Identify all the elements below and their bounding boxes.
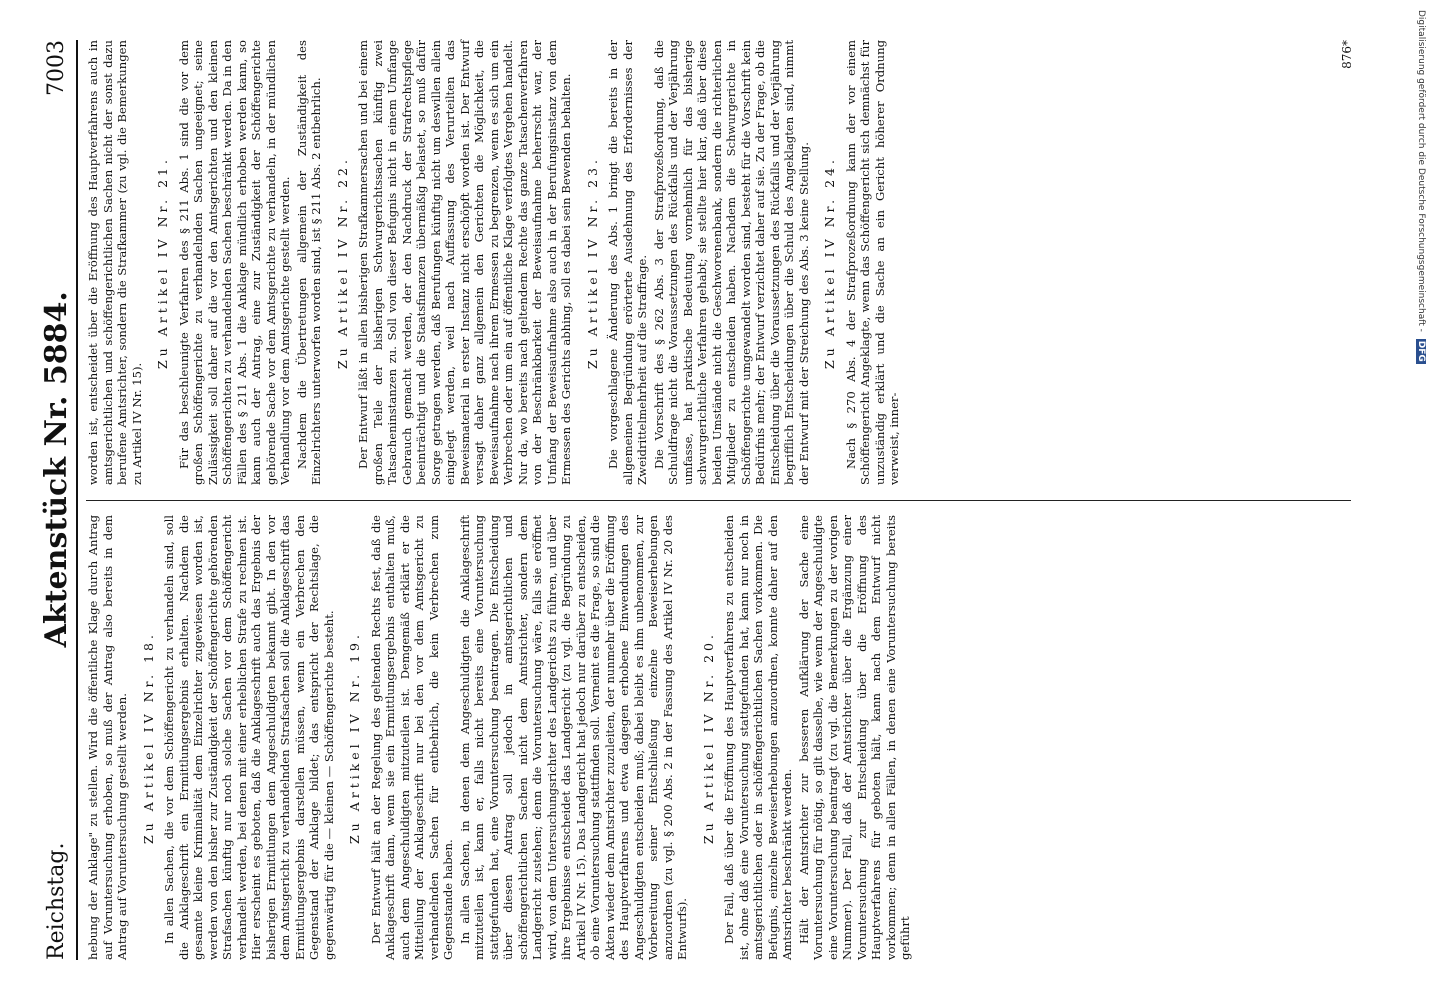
section-heading: Zu Artikel IV Nr. 22. <box>334 156 350 369</box>
paragraph: Die vorgeschlagene Änderung des Abs. 1 bringt die bereits in der allgemeinen Begründung erörterte Ausdehnung des Erfordernisses der Zweidrittelmehrheit auf die Straffrage. <box>606 40 649 485</box>
section-heading: Zu Artikel IV Nr. 18. <box>140 631 156 844</box>
header-left: Reichstag. <box>43 842 69 960</box>
header-title: Aktenstück Nr. 5884. <box>38 291 74 648</box>
paragraph: hebung der Anklage" zu stellen. Wird die öffentliche Klage durch Antrag auf Voruntersuchung erhoben, so muß der Antrag also bereits in dem Antrag auf Voruntersuchung gestellt werden. <box>86 515 129 960</box>
paragraph: In allen Sachen, die vor dem Schöffengericht zu verhandeln sind, soll die Anklageschrift ein Ermittlungsergebnis erhalten. Nachdem die gesamte kleine Kriminalität dem Einzelrichter zugewiesen worden ist, werden von den bisher zur Zuständigkeit der Schöffengerichte gehörenden Strafsachen künftig nur noch solche Sachen vor dem Schöffengericht verhandelt werden, bei denen mit einer erheblichen Strafe zu rechnen ist. Hier erscheint es geboten, daß die Anklageschrift auch das Ergebnis der bisherigen Ermittlungen dem Angeschuldigten bekannt gibt. In den vor dem Amtsgericht zu verhandelnden Strafsachen soll die Anklageschrift das Ermittlungsergebnis darstellen müssen, wenn ein Verbrechen den Gegenstand der Anklage bildet; das entspricht der Rechtslage, die gegenwärtig für die — kleinen — Schöffengerichte besteht. <box>162 515 336 960</box>
section-heading: Zu Artikel IV Nr. 19. <box>347 631 362 844</box>
page-header <box>36 40 78 960</box>
section-heading: Zu Artikel IV Nr. 20. <box>700 631 716 844</box>
right-column <box>86 40 904 485</box>
paragraph: Der Entwurf hält an der Regelung des geltenden Rechts fest, daß die Anklageschrift dann, wenn sie ein Ermittlungsergebnis enthalten muß, auch dem Angeschuldigten mitzuteilen ist. Demgemäß erklärt er die Mitteilung der Anklageschrift nur bei den vor dem Amtsgericht zu verhandelnden Sachen für entbehrlich, die kein Verbrechen zum Gegenstande haben. <box>368 515 455 960</box>
section-heading: Zu Artikel IV Nr. 24. <box>822 156 837 369</box>
section-heading: Zu Artikel IV Nr. 23. <box>584 156 600 369</box>
section-heading: Zu Artikel IV Nr. 21. <box>155 156 170 369</box>
paragraph: Der Fall, daß über die Eröffnung des Hauptverfahrens zu entscheiden ist, ohne daß eine Voruntersuchung stattgefunden hat, kann nur noch in amtsgerichtlichen oder in schöffengerichtlichen Sachen vorkommen. Die Befugnis, einzelne Beweiserhebungen anzuordnen, konnte daher auf den Amtsrichter beschränkt werden. <box>722 515 794 960</box>
document-page <box>30 30 1360 970</box>
paragraph: Hält der Amtsrichter zur besseren Aufklärung der Sache eine Voruntersuchung für nötig, so gilt dasselbe, wie wenn der Angeschuldigte eine Voruntersuchung beantragt (zu vgl. die Bemerkungen zu der vorigen Nummer). Der Fall, daß der Amtsrichter über die Ergänzung einer Voruntersuchung zur Entscheidung über die Eröffnung des Hauptverfahrens für geboten hält, kann nach dem Entwurf nicht vorkommen; denn in allen Fällen, in denen eine Voruntersuchung bereits geführt <box>796 515 912 960</box>
paragraph: Für das beschleunigte Verfahren des § 211 Abs. 1 sind die vor dem großen Schöffengerichte zu verhandelnden Sachen ungeeignet; seine Zulässigkeit soll daher auf die vor den Amtsgerichten und den kleinen Schöffengerichten zu verhandelnden Sachen beschränkt werden. Da in den Fällen des § 211 Abs. 1 die Anklage mündlich erhoben werden kann, so kann auch der Antrag, eine zur Zuständigkeit der Schöffengerichte gehörende Sache vor dem Amtsgerichte zu verhandeln, in der mündlichen Verhandlung vor dem Amtsgerichte gestellt werden. <box>176 40 292 485</box>
paragraph: In allen Sachen, in denen dem Angeschuldigten die Anklageschrift mitzuteilen ist, kann er, falls nicht bereits eine Voruntersuchung stattgefunden hat, eine Voruntersuchung beantragen. Die Entscheidung über diesen Antrag soll jedoch in amtsgerichtlichen und schöffengerichtlichen Sachen nicht dem Amtsrichter, sondern dem Landgericht zustehen; denn die Voruntersuchung wäre, falls sie eröffnet wird, von dem Untersuchungsrichter des Landgerichts zu führen, und über ihre Ergebnisse entscheidet das Landgericht (zu vgl. die Begründung zu Artikel IV Nr. 15). Das Landgericht hat jedoch nur darüber zu entscheiden, ob eine Voruntersuchung stattfinden soll. Verneint es die Frage, so sind die Akten wieder dem Amtsrichter zuzuleiten, der nunmehr über die Eröffnung des Hauptverfahrens und etwa dagegen erhobene Einwendungen des Angeschuldigten entscheiden muß; dabei bleibt es ihm unbenommen, zur Vorbereitung seiner Entschließung einzelne Beweiserhebungen anzuordnen (zu vgl. § 200 Abs. 2 in der Fassung des Artikel IV Nr. 20 des Entwurfs). <box>457 515 689 960</box>
digitization-note <box>1416 10 1427 362</box>
paragraph: worden ist, entscheidet über die Eröffnung des Hauptverfahrens auch in amtsgerichtlichen und schöffengerichtlichen Sachen nicht der sonst dazu berufene Amtsrichter, sondern die Strafkammer (zu vgl. die Bemerkungen zu Artikel IV Nr. 15). <box>86 40 144 485</box>
paragraph: Nachdem die Übertretungen allgemein der Zuständigkeit des Einzelrichters unterworfen worden sind, ist § 211 Abs. 2 entbehrlich. <box>294 40 323 485</box>
paragraph: Der Entwurf läßt in allen bisherigen Strafkammersachen und bei einem großen Teile der bisherigen Schwurgerichtssachen künftig zwei Tatsacheninstanzen zu. Soll von dieser Befugnis nicht in einem Umfange Gebrauch gemacht werden, der den Nachdruck der Strafrechtspflege beeinträchtigt und die Staatsfinanzen übermäßig belastet, so muß dafür Sorge getragen werden, daß Berufungen künftig nicht um deswillen allein eingelegt werden, weil nach Auffassung des Verurteilten das Beweismaterial in erster Instanz nicht erschöpft worden ist. Der Entwurf versagt daher ganz allgemein den Gerichten die Möglichkeit, die Beweisaufnahme nach ihrem Ermessen zu begrenzen, wenn es sich um ein Verbrechen oder um ein auf öffentliche Klage verfolgtes Vergehen handelt. Nur da, wo bereits nach geltendem Rechte das ganze Tatsachenverfahren von der Beschränkbarkeit der Beweisaufnahme beherrscht war, der Umfang der Beweisaufnahme also auch in der Berufungsinstanz von dem Ermessen des Gerichts abhing, soll es dabei sein Bewenden behalten. <box>356 40 573 485</box>
page-number: 7003 <box>43 40 69 96</box>
paragraph: Die Vorschrift des § 262 Abs. 3 der Strafprozeßordnung, daß die Schuldfrage nicht die Voraussetzungen des Rückfalls und der Verjährung umfasse, hat praktische Bedeutung vornehmlich für das bisherige schwurgerichtliche Verfahren gehabt; sie stellte hier klar, daß über diese beiden Umstände nicht die Geschworenenbank, sondern die richterlichen Mitglieder zu entscheiden haben. Nachdem die Schwurgerichte in Schöffengerichte umgewandelt worden sind, besteht für die Vorschrift kein Bedürfnis mehr; der Entwurf verzichtet daher auf sie. Zu der Frage, ob die Entscheidung über die Voraussetzungen des Rückfalls und der Verjährung begrifflich Entscheidungen über die Schuld des Angeklagten sind, nimmt der Entwurf mit der Streichung des Abs. 3 keine Stellung. <box>651 40 811 485</box>
page-footer: 876* <box>1340 40 1354 69</box>
dfg-logo: DFG <box>1416 340 1426 362</box>
digitization-text: Digitalisierung gefördert durch die Deutsche Forschungsgemeinschaft - <box>1416 10 1426 332</box>
paragraph: Nach § 270 Abs. 4 der Strafprozeßordnung kann der vor einem Schöffengericht Angeklagte, wenn das Schöffengericht sich demnächst für unzuständig erklärt und die Sache an ein Gericht höherer Ordnung verweist, inner- <box>843 40 901 485</box>
left-column <box>86 515 915 960</box>
column-divider <box>86 500 1351 501</box>
